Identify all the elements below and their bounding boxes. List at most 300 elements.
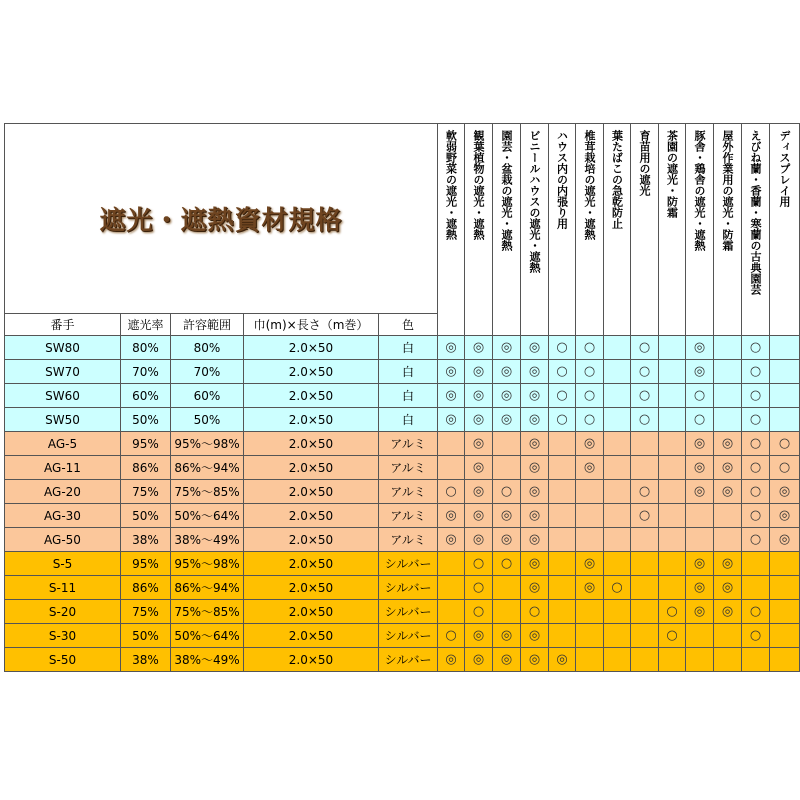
cell-use-mark	[576, 648, 604, 672]
cell-use-mark: ◎	[770, 480, 800, 504]
table-row	[5, 432, 800, 456]
cell-color: 白	[379, 408, 438, 432]
table-row	[5, 624, 800, 648]
cell-color: シルバー	[379, 600, 438, 624]
cell-use-mark: ◎	[493, 336, 521, 360]
cell-use-mark: ○	[521, 600, 549, 624]
cell-use-mark: ◎	[714, 480, 742, 504]
table-row	[5, 576, 800, 600]
cell-shading-rate: 75%	[121, 600, 171, 624]
cell-use-mark: ◎	[465, 432, 493, 456]
cell-use-mark	[770, 360, 800, 384]
use-header-3	[493, 124, 521, 336]
cell-use-mark: ◎	[438, 504, 465, 528]
cell-shading-rate: 50%	[121, 504, 171, 528]
use-header-label: 椎茸栽培の遮光・遮熱	[583, 130, 597, 240]
cell-use-mark: ○	[742, 384, 770, 408]
cell-use-mark: ◎	[493, 384, 521, 408]
cell-use-mark	[742, 576, 770, 600]
use-header-6	[576, 124, 604, 336]
cell-use-mark: ◎	[521, 360, 549, 384]
cell-size: 2.0×50	[244, 336, 379, 360]
cell-use-mark: ○	[549, 360, 576, 384]
cell-use-mark: ◎	[714, 432, 742, 456]
cell-use-mark	[659, 648, 686, 672]
use-header-label: 軟弱野菜の遮光・遮熱	[444, 130, 458, 240]
cell-tolerance: 50%～64%	[171, 504, 244, 528]
table-row	[5, 408, 800, 432]
cell-code: S-20	[5, 600, 121, 624]
cell-use-mark: ○	[631, 360, 659, 384]
cell-use-mark: ◎	[493, 648, 521, 672]
cell-color: 白	[379, 384, 438, 408]
cell-shading-rate: 38%	[121, 528, 171, 552]
cell-use-mark	[549, 600, 576, 624]
cell-use-mark	[493, 600, 521, 624]
cell-use-mark: ◎	[493, 624, 521, 648]
table-row	[5, 456, 800, 480]
cell-use-mark: ◎	[438, 648, 465, 672]
cell-use-mark: ◎	[521, 456, 549, 480]
cell-use-mark: ◎	[686, 360, 714, 384]
cell-use-mark	[576, 528, 604, 552]
cell-use-mark: ○	[659, 624, 686, 648]
cell-code: SW70	[5, 360, 121, 384]
cell-use-mark	[686, 528, 714, 552]
cell-use-mark	[549, 552, 576, 576]
cell-use-mark: ○	[549, 336, 576, 360]
cell-use-mark: ◎	[521, 432, 549, 456]
column-header-shading-rate: 遮光率	[121, 314, 171, 336]
cell-use-mark: ○	[576, 384, 604, 408]
cell-color: シルバー	[379, 552, 438, 576]
cell-use-mark: ○	[686, 384, 714, 408]
cell-use-mark	[631, 600, 659, 624]
cell-shading-rate: 95%	[121, 432, 171, 456]
cell-use-mark: ◎	[686, 600, 714, 624]
cell-use-mark: ◎	[521, 408, 549, 432]
cell-tolerance: 38%～49%	[171, 648, 244, 672]
cell-use-mark: ○	[631, 480, 659, 504]
cell-color: 白	[379, 360, 438, 384]
cell-size: 2.0×50	[244, 360, 379, 384]
cell-use-mark	[549, 504, 576, 528]
cell-use-mark: ◎	[438, 408, 465, 432]
cell-use-mark: ◎	[521, 528, 549, 552]
cell-use-mark	[770, 624, 800, 648]
cell-use-mark	[604, 600, 631, 624]
cell-use-mark: ○	[549, 408, 576, 432]
cell-use-mark: ◎	[465, 648, 493, 672]
cell-use-mark	[549, 624, 576, 648]
cell-use-mark: ○	[742, 624, 770, 648]
cell-code: AG-11	[5, 456, 121, 480]
use-header-1	[438, 124, 465, 336]
cell-use-mark	[549, 528, 576, 552]
cell-use-mark: ○	[438, 624, 465, 648]
cell-use-mark	[742, 552, 770, 576]
cell-code: SW50	[5, 408, 121, 432]
cell-use-mark: ○	[631, 384, 659, 408]
cell-use-mark	[576, 480, 604, 504]
cell-use-mark: ◎	[521, 384, 549, 408]
cell-shading-rate: 95%	[121, 552, 171, 576]
cell-color: シルバー	[379, 576, 438, 600]
cell-size: 2.0×50	[244, 600, 379, 624]
cell-use-mark: ◎	[521, 576, 549, 600]
cell-shading-rate: 50%	[121, 408, 171, 432]
table-row	[5, 504, 800, 528]
cell-use-mark	[604, 552, 631, 576]
cell-use-mark: ○	[742, 408, 770, 432]
cell-tolerance: 75%～85%	[171, 600, 244, 624]
cell-size: 2.0×50	[244, 552, 379, 576]
cell-use-mark: ○	[686, 408, 714, 432]
cell-use-mark	[576, 600, 604, 624]
cell-use-mark	[686, 648, 714, 672]
cell-use-mark: ○	[631, 336, 659, 360]
cell-tolerance: 50%	[171, 408, 244, 432]
cell-use-mark	[604, 408, 631, 432]
cell-use-mark: ◎	[521, 552, 549, 576]
use-header-label: えびね蘭・香蘭・寒蘭の古典園芸	[749, 130, 763, 295]
column-header-code: 番手	[5, 314, 121, 336]
cell-use-mark	[576, 624, 604, 648]
table-row	[5, 480, 800, 504]
cell-use-mark: ◎	[686, 336, 714, 360]
table-row	[5, 336, 800, 360]
cell-use-mark	[576, 504, 604, 528]
cell-tolerance: 80%	[171, 336, 244, 360]
cell-use-mark: ◎	[465, 336, 493, 360]
use-header-label: 屋外作業用の遮光・防霜	[721, 130, 735, 251]
cell-use-mark: ◎	[465, 408, 493, 432]
cell-use-mark	[742, 648, 770, 672]
use-header-label: 茶園の遮光・防霜	[665, 130, 679, 218]
cell-use-mark: ◎	[714, 456, 742, 480]
cell-use-mark	[604, 624, 631, 648]
use-header-label: 葉たばこの急乾防止	[610, 130, 624, 229]
cell-tolerance: 38%～49%	[171, 528, 244, 552]
cell-use-mark	[714, 528, 742, 552]
cell-use-mark	[631, 624, 659, 648]
use-header-4	[521, 124, 549, 336]
cell-use-mark: ◎	[770, 528, 800, 552]
cell-use-mark	[659, 480, 686, 504]
table-row	[5, 360, 800, 384]
cell-use-mark	[686, 504, 714, 528]
cell-use-mark	[659, 552, 686, 576]
cell-use-mark: ○	[742, 528, 770, 552]
spec-table-sheet	[4, 123, 800, 685]
cell-use-mark	[604, 360, 631, 384]
cell-color: アルミ	[379, 456, 438, 480]
cell-use-mark	[549, 480, 576, 504]
cell-use-mark: ○	[465, 576, 493, 600]
cell-use-mark: ◎	[438, 336, 465, 360]
cell-use-mark: ◎	[465, 456, 493, 480]
cell-shading-rate: 86%	[121, 576, 171, 600]
cell-use-mark	[604, 336, 631, 360]
cell-use-mark	[659, 336, 686, 360]
cell-use-mark: ◎	[465, 624, 493, 648]
cell-color: シルバー	[379, 648, 438, 672]
cell-use-mark: ◎	[493, 504, 521, 528]
cell-code: AG-50	[5, 528, 121, 552]
table-title-cell	[5, 124, 438, 314]
cell-shading-rate: 70%	[121, 360, 171, 384]
table-row	[5, 552, 800, 576]
cell-use-mark	[631, 552, 659, 576]
cell-use-mark	[659, 456, 686, 480]
cell-use-mark: ◎	[493, 360, 521, 384]
cell-use-mark: ◎	[576, 552, 604, 576]
cell-tolerance: 95%～98%	[171, 432, 244, 456]
cell-shading-rate: 86%	[121, 456, 171, 480]
cell-use-mark	[604, 504, 631, 528]
cell-use-mark	[659, 408, 686, 432]
table-row	[5, 528, 800, 552]
cell-use-mark: ◎	[493, 408, 521, 432]
cell-shading-rate: 50%	[121, 624, 171, 648]
cell-use-mark: ○	[549, 384, 576, 408]
cell-use-mark	[770, 384, 800, 408]
cell-use-mark: ◎	[493, 528, 521, 552]
cell-use-mark	[770, 408, 800, 432]
cell-use-mark	[659, 528, 686, 552]
cell-code: S-50	[5, 648, 121, 672]
cell-use-mark	[714, 648, 742, 672]
cell-use-mark	[493, 456, 521, 480]
cell-use-mark: ○	[631, 408, 659, 432]
cell-use-mark	[438, 576, 465, 600]
cell-use-mark	[438, 552, 465, 576]
cell-size: 2.0×50	[244, 408, 379, 432]
cell-use-mark: ◎	[714, 576, 742, 600]
cell-use-mark: ◎	[521, 336, 549, 360]
cell-use-mark	[493, 576, 521, 600]
cell-use-mark	[604, 648, 631, 672]
cell-use-mark	[770, 576, 800, 600]
column-header-color: 色	[379, 314, 438, 336]
spec-table	[4, 123, 800, 672]
use-header-13	[770, 124, 800, 336]
cell-use-mark: ◎	[576, 456, 604, 480]
cell-code: AG-30	[5, 504, 121, 528]
cell-use-mark: ◎	[438, 528, 465, 552]
cell-tolerance: 70%	[171, 360, 244, 384]
cell-size: 2.0×50	[244, 504, 379, 528]
cell-use-mark: ◎	[521, 648, 549, 672]
use-header-label: 園芸・盆栽の遮光・遮熱	[500, 130, 514, 251]
use-header-label: 育苗用の遮光	[638, 130, 652, 196]
cell-use-mark: ◎	[686, 480, 714, 504]
column-header-size: 巾(m)×長さ（m巻）	[244, 314, 379, 336]
cell-use-mark: ○	[493, 480, 521, 504]
cell-use-mark	[714, 336, 742, 360]
cell-use-mark	[659, 384, 686, 408]
cell-use-mark	[714, 624, 742, 648]
use-header-2	[465, 124, 493, 336]
use-header-11	[714, 124, 742, 336]
cell-use-mark: ○	[493, 552, 521, 576]
table-row	[5, 648, 800, 672]
use-header-8	[631, 124, 659, 336]
cell-size: 2.0×50	[244, 456, 379, 480]
cell-use-mark: ◎	[686, 552, 714, 576]
cell-shading-rate: 80%	[121, 336, 171, 360]
cell-tolerance: 60%	[171, 384, 244, 408]
cell-use-mark	[631, 528, 659, 552]
cell-use-mark	[604, 528, 631, 552]
table-row	[5, 384, 800, 408]
cell-color: 白	[379, 336, 438, 360]
cell-use-mark: ○	[742, 432, 770, 456]
cell-use-mark: ◎	[576, 576, 604, 600]
cell-use-mark	[631, 576, 659, 600]
use-header-9	[659, 124, 686, 336]
use-header-label: 豚舎・鶏舎の遮光・遮熱	[693, 130, 707, 251]
cell-size: 2.0×50	[244, 432, 379, 456]
cell-use-mark	[631, 456, 659, 480]
cell-tolerance: 86%～94%	[171, 456, 244, 480]
cell-use-mark	[438, 456, 465, 480]
cell-tolerance: 75%～85%	[171, 480, 244, 504]
cell-use-mark	[714, 360, 742, 384]
use-header-10	[686, 124, 714, 336]
cell-use-mark: ◎	[465, 360, 493, 384]
cell-use-mark: ○	[742, 600, 770, 624]
cell-use-mark: ○	[659, 600, 686, 624]
cell-code: SW80	[5, 336, 121, 360]
cell-use-mark: ○	[742, 456, 770, 480]
cell-tolerance: 95%～98%	[171, 552, 244, 576]
cell-use-mark: ◎	[770, 504, 800, 528]
cell-use-mark	[770, 648, 800, 672]
cell-use-mark: ◎	[714, 600, 742, 624]
cell-use-mark	[549, 432, 576, 456]
cell-use-mark	[659, 576, 686, 600]
use-header-label: ハウス内の内張り用	[555, 130, 569, 229]
use-header-5	[549, 124, 576, 336]
cell-color: アルミ	[379, 504, 438, 528]
cell-tolerance: 86%～94%	[171, 576, 244, 600]
cell-use-mark: ○	[770, 456, 800, 480]
cell-use-mark	[659, 432, 686, 456]
cell-use-mark	[604, 384, 631, 408]
cell-use-mark: ○	[604, 576, 631, 600]
cell-use-mark: ◎	[521, 480, 549, 504]
cell-size: 2.0×50	[244, 648, 379, 672]
cell-color: アルミ	[379, 432, 438, 456]
page-title: 遮光・遮熱資材規格	[99, 206, 343, 236]
cell-use-mark: ◎	[576, 432, 604, 456]
cell-use-mark	[659, 360, 686, 384]
cell-use-mark: ◎	[465, 384, 493, 408]
cell-use-mark: ◎	[521, 624, 549, 648]
cell-use-mark: ○	[742, 336, 770, 360]
cell-use-mark: ◎	[686, 576, 714, 600]
use-header-label: ビニールハウスの遮光・遮熱	[528, 130, 542, 273]
cell-size: 2.0×50	[244, 480, 379, 504]
cell-use-mark	[549, 576, 576, 600]
cell-use-mark: ◎	[465, 528, 493, 552]
cell-code: SW60	[5, 384, 121, 408]
use-header-12	[742, 124, 770, 336]
use-header-label: ディスプレイ用	[778, 130, 792, 207]
cell-use-mark: ◎	[549, 648, 576, 672]
cell-color: アルミ	[379, 528, 438, 552]
cell-shading-rate: 38%	[121, 648, 171, 672]
cell-use-mark	[438, 432, 465, 456]
cell-color: アルミ	[379, 480, 438, 504]
cell-use-mark: ○	[465, 600, 493, 624]
cell-use-mark	[549, 456, 576, 480]
cell-use-mark	[659, 504, 686, 528]
cell-use-mark: ○	[576, 360, 604, 384]
cell-size: 2.0×50	[244, 576, 379, 600]
cell-use-mark: ○	[576, 408, 604, 432]
cell-use-mark: ○	[438, 480, 465, 504]
cell-use-mark: ○	[576, 336, 604, 360]
cell-use-mark: ◎	[465, 480, 493, 504]
cell-use-mark: ○	[742, 480, 770, 504]
cell-use-mark	[770, 552, 800, 576]
cell-use-mark	[714, 504, 742, 528]
cell-use-mark: ○	[742, 504, 770, 528]
use-header-label: 観葉植物の遮光・遮熱	[472, 130, 486, 240]
cell-use-mark	[714, 408, 742, 432]
cell-shading-rate: 60%	[121, 384, 171, 408]
cell-use-mark	[604, 480, 631, 504]
cell-use-mark	[493, 432, 521, 456]
cell-use-mark: ○	[742, 360, 770, 384]
cell-use-mark	[686, 624, 714, 648]
cell-use-mark: ◎	[686, 432, 714, 456]
cell-tolerance: 50%～64%	[171, 624, 244, 648]
cell-use-mark	[631, 432, 659, 456]
cell-use-mark: ○	[631, 504, 659, 528]
cell-use-mark: ◎	[438, 384, 465, 408]
cell-code: AG-20	[5, 480, 121, 504]
cell-size: 2.0×50	[244, 624, 379, 648]
cell-use-mark	[604, 456, 631, 480]
cell-color: シルバー	[379, 624, 438, 648]
cell-shading-rate: 75%	[121, 480, 171, 504]
column-header-tolerance: 許容範囲	[171, 314, 244, 336]
cell-use-mark	[631, 648, 659, 672]
cell-use-mark	[714, 384, 742, 408]
cell-code: S-5	[5, 552, 121, 576]
cell-use-mark	[770, 600, 800, 624]
cell-use-mark: ○	[465, 552, 493, 576]
cell-use-mark: ◎	[521, 504, 549, 528]
cell-use-mark	[770, 336, 800, 360]
cell-use-mark: ◎	[714, 552, 742, 576]
cell-use-mark: ◎	[465, 504, 493, 528]
cell-size: 2.0×50	[244, 528, 379, 552]
cell-use-mark: ◎	[686, 456, 714, 480]
cell-code: S-30	[5, 624, 121, 648]
cell-code: AG-5	[5, 432, 121, 456]
cell-code: S-11	[5, 576, 121, 600]
cell-use-mark	[438, 600, 465, 624]
cell-use-mark: ◎	[438, 360, 465, 384]
table-row	[5, 600, 800, 624]
cell-use-mark: ○	[770, 432, 800, 456]
use-header-7	[604, 124, 631, 336]
cell-size: 2.0×50	[244, 384, 379, 408]
